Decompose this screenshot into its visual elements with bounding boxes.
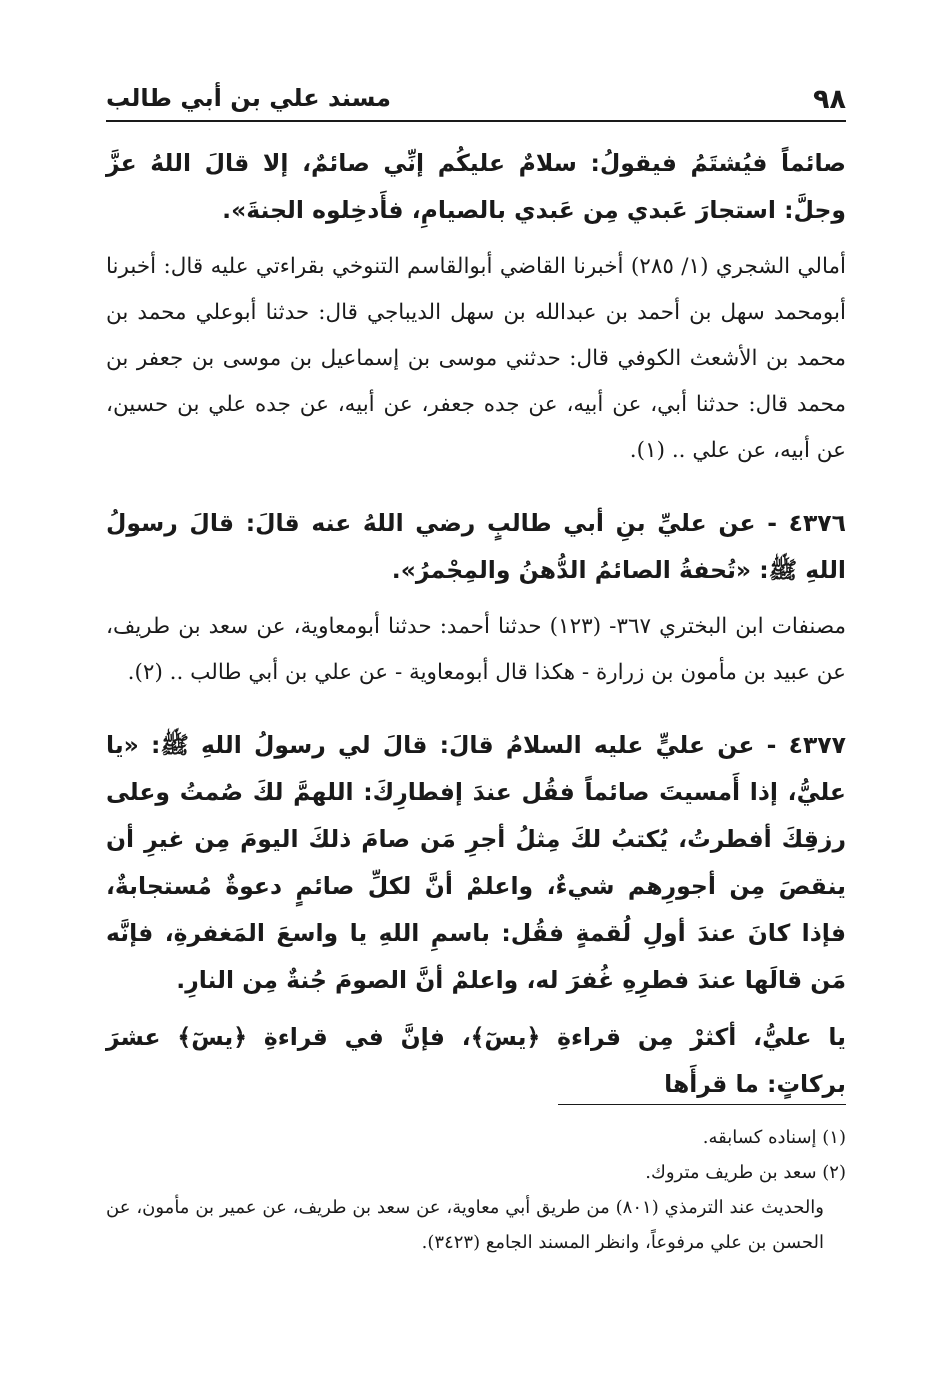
footnote-1: (١) إسناده كسابقه. bbox=[702, 1127, 846, 1148]
hadith-4377: ٤٣٧٧ - عن عليٍّ عليه السلامُ قالَ: قالَ لي رسولُ اللهِ ﷺ: «يا عليُّ، إذا أَمسيتَ صائماً فقُل عندَ إفطارِكَ: اللهمَّ لكَ صُمتُ وعلى رزقِكَ أفطرتُ، يُكتبُ لكَ مِثلُ أجرِ مَن صامَ ذلكَ اليومَ مِن غيرِ أن ينقصَ مِن أجورِهم شيءٌ، واعلمْ أنَّ لكلِّ صائمٍ دعوةٌ مُستجابةٌ، فإذا كانَ عندَ أولِ لُقمةٍ فقُل: باسمِ اللهِ يا واسعَ المَغفرةِ، فإنَّه مَن قالَها عندَ فطرِهِ غُفرَ له، واعلمْ أنَّ الصومَ جُنةٌ مِن النارِ. bbox=[106, 731, 846, 994]
footnotes bbox=[106, 1120, 846, 1260]
footnote-2-continued: والحديث عند الترمذي (٨٠١) من طريق أبي معاوية، عن سعد بن طريف، عن عمير بن مأمون، عن الحسن بن علي مرفوعاً، وانظر المسند الجامع (٣٤٢٣). bbox=[106, 1197, 824, 1253]
source-note: أمالي الشجري (١/ ٢٨٥) أخبرنا القاضي أبوالقاسم التنوخي بقراءتي عليه قال: أخبرنا أبومحمد سهل بن أحمد بن عبدالله بن سهل الديباجي قال: حدثنا أبوعلي محمد بن محمد بن الأشعث الكوفي قال: حدثني موسى بن إسماعيل بن موسى بن جعفر بن محمد قال: حدثنا أبي، عن أبيه، عن جده جعفر، عن أبيه، عن جده علي بن حسين، عن أبيه، عن علي .. (١). bbox=[106, 254, 846, 463]
header-rule bbox=[106, 120, 846, 122]
footnote-2: (٢) سعد بن طريف متروك. bbox=[645, 1162, 846, 1183]
source-note: مصنفات ابن البختري ٣٦٧- (١٢٣) حدثنا أحمد: حدثنا أبومعاوية، عن سعد بن طريف، عن عبيد بن مأمون بن زرارة - هكذا قال أبومعاوية - عن علي بن أبي طالب .. (٢). bbox=[106, 614, 846, 685]
page-header bbox=[106, 82, 846, 118]
page-number: ٩٨ bbox=[813, 84, 846, 115]
book-page bbox=[106, 0, 846, 1384]
main-text bbox=[106, 140, 846, 1108]
hadith-4376: ٤٣٧٦ - عن عليِّ بنِ أبي طالبٍ رضي اللهُ عنه قالَ: قالَ رسولُ اللهِ ﷺ: «تُحفةُ الصائمُ الدُّهنُ والمِجْمرُ». bbox=[106, 509, 846, 584]
footnote-rule bbox=[558, 1104, 846, 1105]
hadith-continuation: صائماً فيُشتَمُ فيقولُ: سلامٌ عليكُم إنِّي صائمٌ، إلا قالَ اللهُ عزَّ وجلَّ: استجارَ عَبدي مِن عَبدي بالصيامِ، فأَدخِلوه الجنةَ». bbox=[106, 149, 846, 224]
running-title: مسند علي بن أبي طالب bbox=[106, 84, 391, 112]
hadith-4377-continued: يا عليُّ، أكثرْ مِن قراءةِ ﴿يسٓ﴾، فإنَّ في قراءةِ ﴿يسٓ﴾ عشرَ بركاتٍ: ما قرأَها bbox=[106, 1023, 846, 1098]
